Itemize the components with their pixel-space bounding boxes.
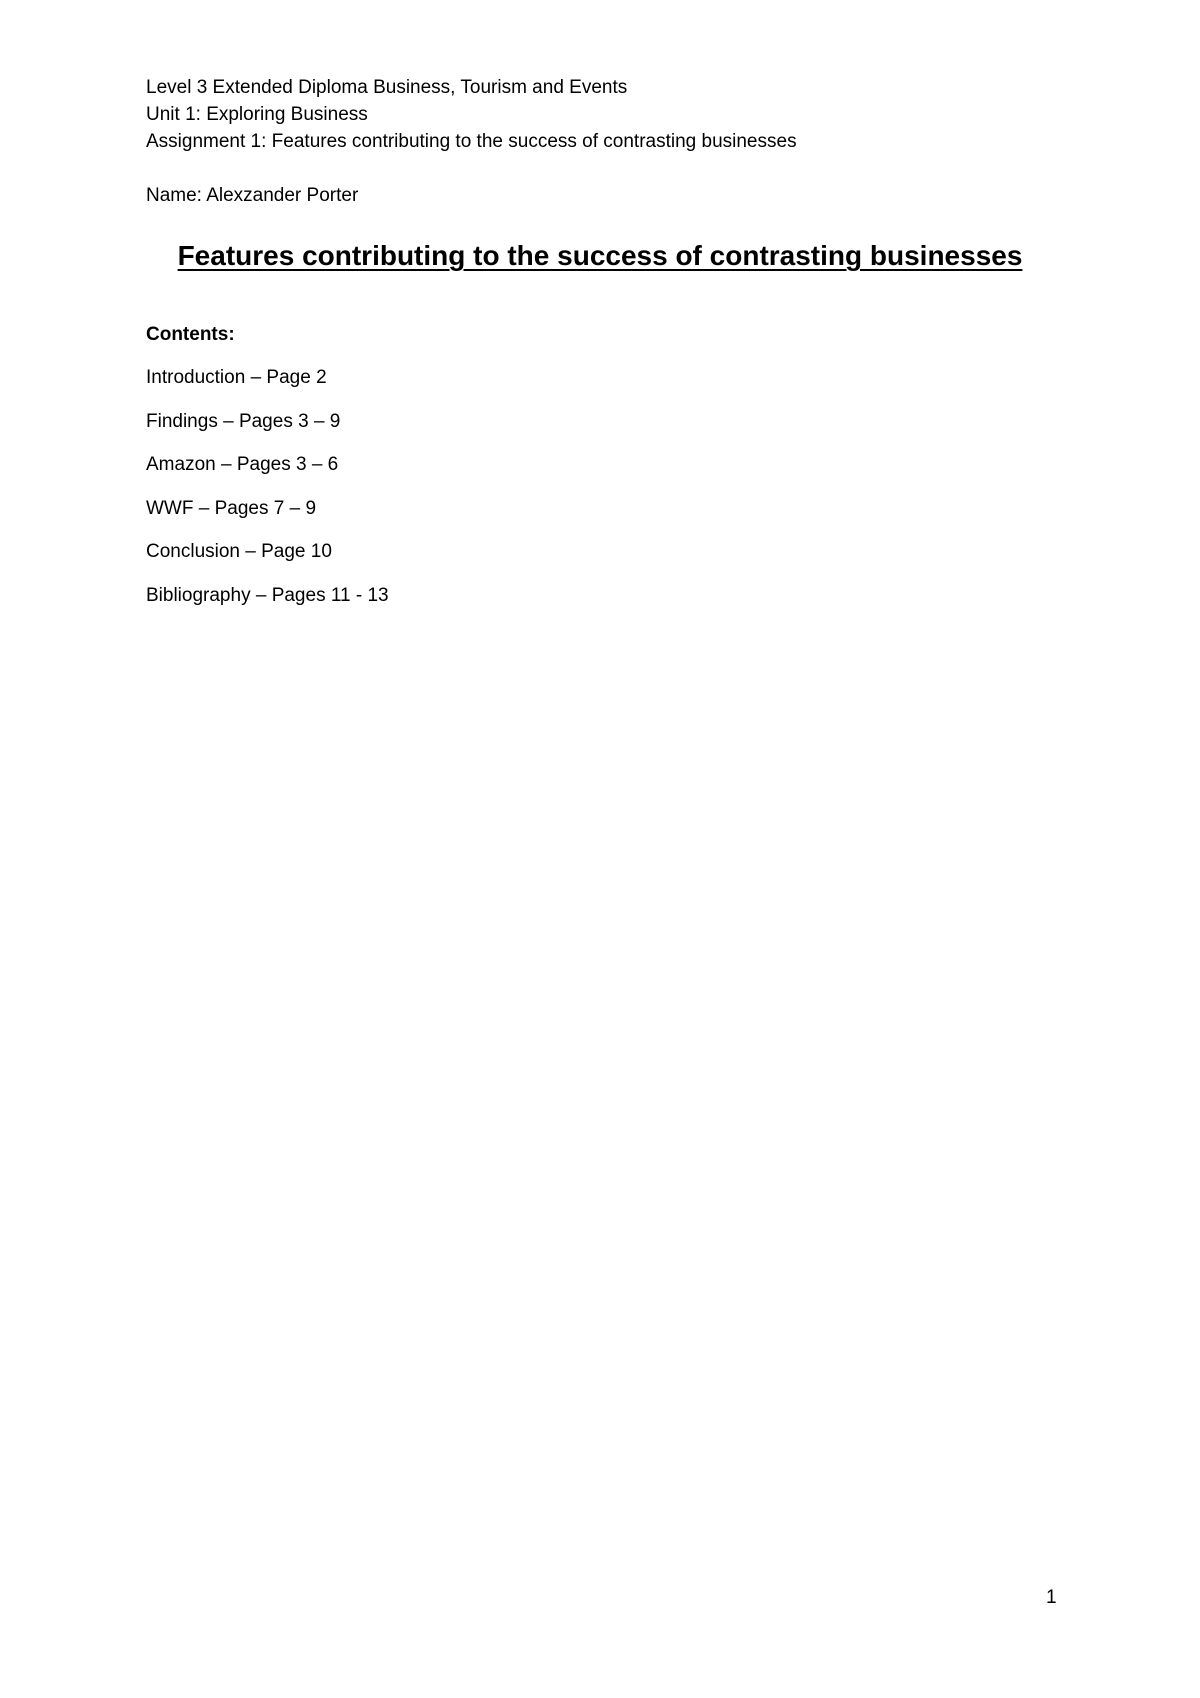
- assignment-line: Assignment 1: Features contributing to the success of contrasting businesses: [146, 131, 797, 152]
- page-number: 1: [1046, 1587, 1057, 1608]
- contents-item-amazon: Amazon – Pages 3 – 6: [146, 454, 339, 476]
- contents-item-bibliography: Bibliography – Pages 11 - 13: [146, 584, 389, 606]
- document-header: [146, 74, 797, 155]
- contents-heading: Contents:: [146, 324, 235, 345]
- contents-item-findings: Findings – Pages 3 – 9: [146, 410, 341, 432]
- course-line: Level 3 Extended Diploma Business, Tourism and Events: [146, 77, 628, 98]
- contents-list: [146, 364, 389, 626]
- contents-item-conclusion: Conclusion – Page 10: [146, 541, 332, 563]
- document-title: Features contributing to the success of contrasting businesses: [177, 240, 1023, 271]
- unit-line: Unit 1: Exploring Business: [146, 104, 368, 125]
- contents-item-introduction: Introduction – Page 2: [146, 367, 327, 388]
- contents-item-wwf: WWF – Pages 7 – 9: [146, 497, 317, 519]
- student-name: Name: Alexzander Porter: [146, 185, 359, 206]
